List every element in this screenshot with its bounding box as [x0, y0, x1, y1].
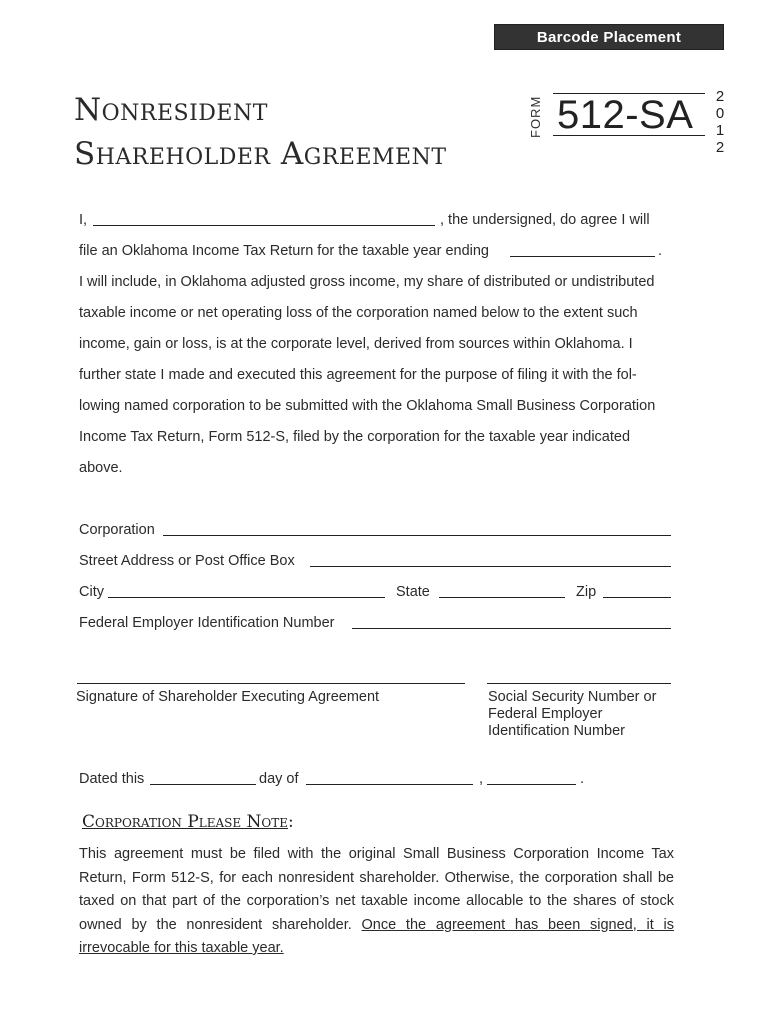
year-digit: 2 [715, 139, 725, 156]
corporation-note-title-text: Corporation Please Note [82, 812, 289, 832]
zip-field[interactable] [603, 597, 671, 598]
note-body-text: This agreement must be filed with the original Small Business Corporation Income Tax Return, Form 512-S, for each nonresident shareholder. Otherwise, the corporation shall be taxed on that part of the corporation’s net taxable income allocable to the shares of stock owned by the nonresident shareholder. [79, 846, 674, 933]
agreement-paragraph-line: taxable income or net operating loss of the corporation named below to the extent such [79, 305, 638, 321]
dated-period: . [580, 771, 585, 787]
year-digit: 0 [715, 105, 725, 122]
barcode-placement-label: Barcode Placement [536, 28, 682, 46]
ssn-fein-field[interactable] [487, 683, 671, 684]
agreement-paragraph-line: Income Tax Return, Form 512-S, filed by the corporation for the taxable year indicated [79, 429, 631, 445]
agreement-i-label: I, [79, 212, 88, 228]
street-address-label: Street Address or Post Office Box [79, 553, 295, 569]
agreement-line2-prefix: file an Oklahoma Income Tax Return for the taxable year ending [79, 243, 489, 259]
taxable-year-ending-field[interactable] [510, 256, 655, 257]
state-field[interactable] [439, 597, 565, 598]
fein-label: Federal Employer Identification Number [79, 615, 335, 631]
agreement-line2-period: . [658, 243, 663, 259]
dated-comma: , [479, 771, 484, 787]
year-digit: 1 [715, 122, 725, 139]
fein-field[interactable] [352, 628, 671, 629]
agreement-paragraph-line: further state I made and executed this agreement for the purpose of filing it with the fol- [79, 367, 637, 383]
dated-month-field[interactable] [306, 784, 473, 785]
corporation-note-title-colon: : [288, 812, 294, 832]
agreement-paragraph-line: income, gain or loss, is at the corporate level, derived from sources within Oklahoma. I [79, 336, 633, 352]
ssn-fein-label-line: Federal Employer [488, 706, 603, 722]
form-vertical-label: FORM [528, 95, 543, 138]
form-number: 512-SA [557, 93, 694, 137]
year-digit: 2 [715, 88, 725, 105]
form-title-line1: Nonresident [74, 92, 268, 128]
agreement-line1-suffix: , the undersigned, do agree I will [440, 212, 650, 228]
ssn-fein-label [488, 689, 656, 740]
ssn-fein-label-line: Identification Number [488, 723, 626, 739]
note-body-underlined-text: Once the agreement has been signed, it is irrevocable for this taxable year. [79, 916, 674, 956]
street-address-field[interactable] [310, 566, 671, 567]
agreement-paragraph-line: I will include, in Oklahoma adjusted gross income, my share of distributed or undistributed [79, 274, 655, 290]
city-label: City [79, 584, 104, 600]
agreement-paragraph-line: lowing named corporation to be submitted with the Oklahoma Small Business Corporation [79, 398, 656, 414]
form-title-line2: Shareholder Agreement [74, 136, 447, 172]
dated-day-field[interactable] [150, 784, 256, 785]
zip-label: Zip [576, 584, 597, 600]
corporation-note-title [82, 812, 294, 832]
corporation-note-body [79, 843, 674, 961]
shareholder-name-field[interactable] [93, 225, 435, 226]
barcode-placement-box [494, 24, 724, 50]
corporation-label: Corporation [79, 522, 155, 538]
shareholder-signature-field[interactable] [77, 683, 465, 684]
city-field[interactable] [108, 597, 385, 598]
ssn-fein-label-line: Social Security Number or [488, 689, 657, 705]
dated-this-label: Dated this [79, 771, 145, 787]
state-label: State [396, 584, 430, 600]
dated-year-field[interactable] [487, 784, 576, 785]
signature-label: Signature of Shareholder Executing Agreement [76, 689, 380, 705]
form-year [712, 88, 728, 156]
corporation-field[interactable] [163, 535, 671, 536]
day-of-label: day of [259, 771, 299, 787]
agreement-paragraph-line: above. [79, 460, 123, 476]
form-number-bottom-rule [553, 135, 705, 136]
